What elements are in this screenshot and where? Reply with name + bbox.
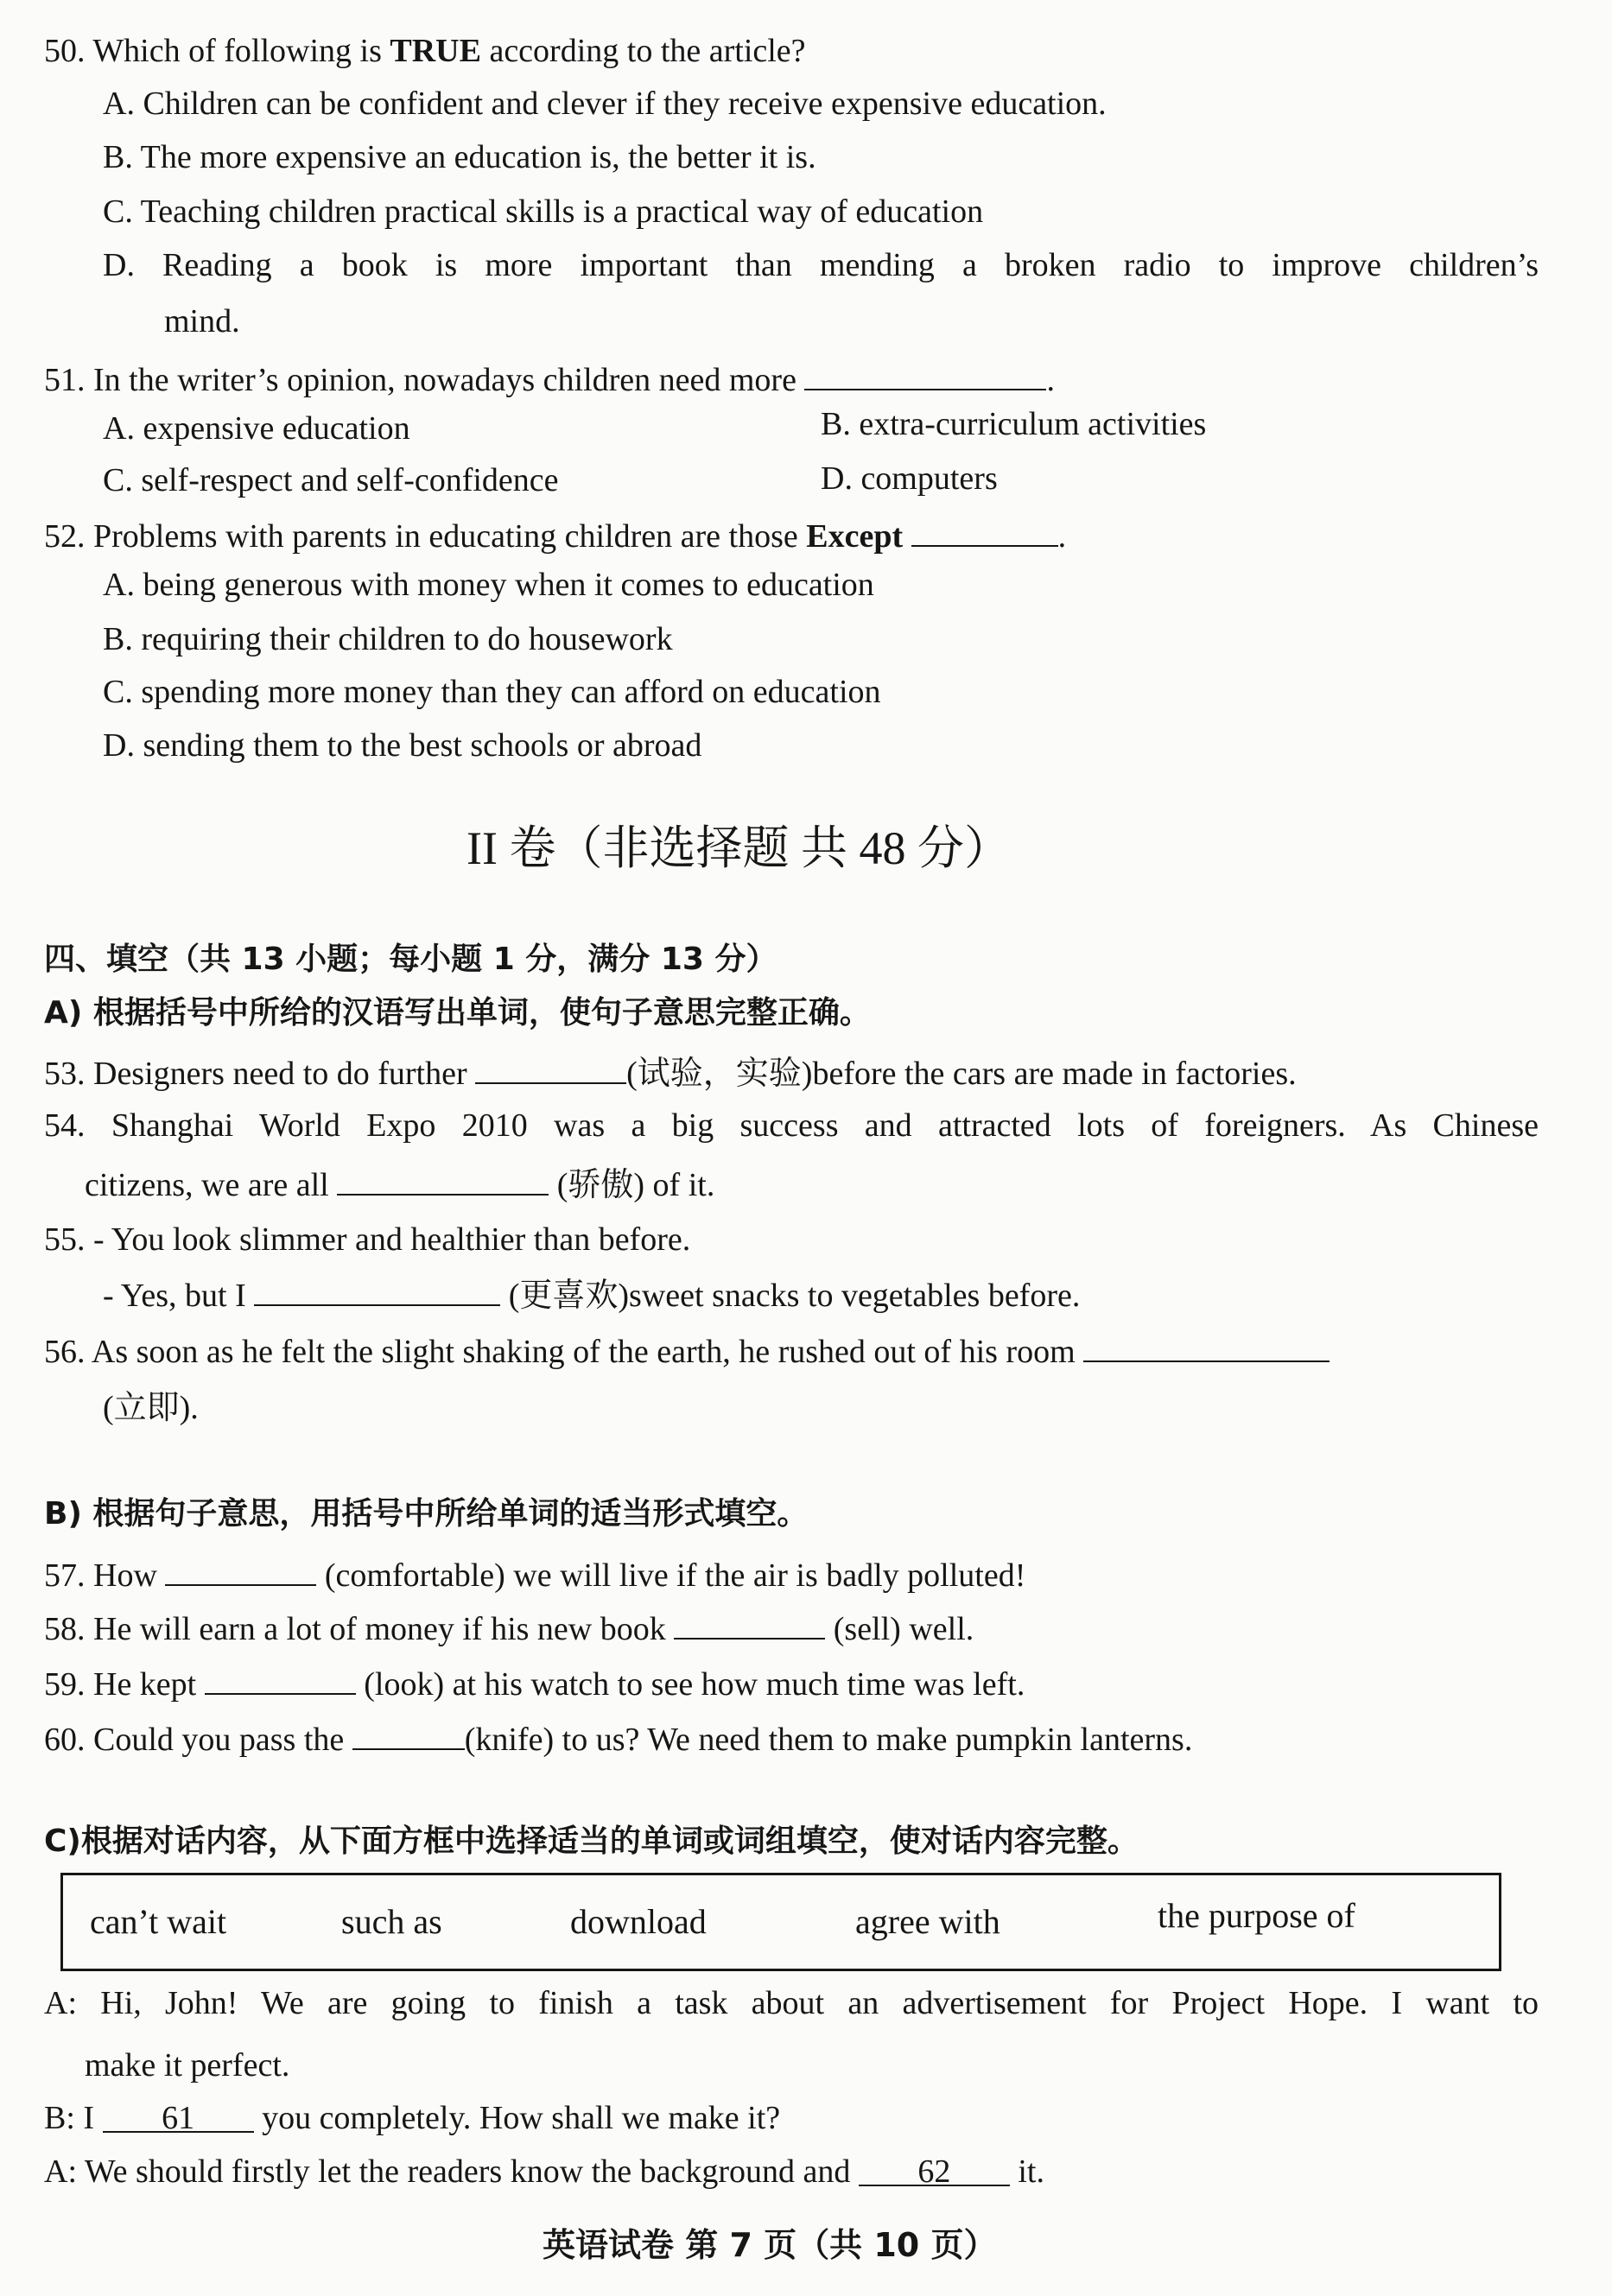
q57-text-end: (comfortable) we will live if the air is badly polluted! — [324, 1557, 1026, 1594]
q60-blank — [352, 1719, 465, 1750]
q53-text: 53. Designers need to do further — [44, 1056, 476, 1092]
word-box-item: agree with — [855, 1902, 1000, 1941]
q60-text-end: (knife) to us? We need them to make pumpkin lanterns. — [464, 1722, 1193, 1758]
q52-option-d: D. sending them to the best schools or abroad — [103, 727, 702, 764]
q53-blank — [475, 1053, 626, 1084]
dialog-line-3 — [44, 2102, 780, 2134]
q60 — [44, 1719, 1192, 1756]
q55-line2 — [103, 1275, 1080, 1312]
q56-cont: (立即). — [103, 1390, 199, 1426]
q51-option-d: D. computers — [821, 460, 998, 497]
section-title: II 卷（非选择题 共 48 分） — [466, 822, 1011, 874]
q57 — [44, 1555, 1025, 1592]
q54-cont — [85, 1164, 714, 1202]
part4-heading: 四、填空（共 13 小题；每小题 1 分，满分 13 分） — [44, 942, 777, 977]
q51-option-b: B. extra-curriculum activities — [821, 406, 1207, 442]
word-box-item: such as — [341, 1902, 442, 1941]
q53-text-end: (试验，实验)before the cars are made in factories. — [626, 1056, 1297, 1092]
q59 — [44, 1664, 1025, 1701]
q58-blank — [674, 1608, 825, 1640]
q50-stem — [44, 35, 806, 67]
q56-blank — [1083, 1331, 1330, 1362]
q50-stem-bold: TRUE — [390, 33, 481, 69]
q51-blank — [804, 359, 1046, 390]
q50-option-d-cont: mind. — [164, 303, 240, 339]
q50-option-c: C. Teaching children practical skills is a practical way of education — [103, 193, 984, 230]
q50-stem-text: 50. Which of following is — [44, 33, 390, 69]
q59-text: 59. He kept — [44, 1666, 205, 1703]
q52-option-a: A. being generous with money when it comes to education — [103, 567, 874, 603]
q50-option-b: B. The more expensive an education is, the better it is. — [103, 139, 816, 175]
q52-stem-bold: Except — [806, 518, 904, 555]
dialog-text-end: you completely. How shall we make it? — [253, 2100, 781, 2136]
q54-text: citizens, we are all — [85, 1167, 338, 1203]
q59-text-end: (look) at his watch to see how much time was left. — [364, 1666, 1025, 1703]
dialog-line-1: A: Hi, John! We are going to finish a task about an advertisement for Project Hope. I want to — [44, 1985, 1539, 2021]
word-box-item: the purpose of — [1158, 1896, 1355, 1935]
part4-b-instruction: B) 根据句子意思，用括号中所给单词的适当形式填空。 — [44, 1496, 809, 1532]
q51-option-c: C. self-respect and self-confidence — [103, 462, 559, 498]
q60-text: 60. Could you pass the — [44, 1722, 352, 1758]
q57-text: 57. How — [44, 1557, 166, 1594]
page-footer: 英语试卷 第 7 页（共 10 页） — [543, 2226, 997, 2264]
dialog-text: A: We should firstly let the readers know the background and — [44, 2153, 859, 2190]
dialog-line-2: make it perfect. — [85, 2047, 290, 2084]
q54-blank — [337, 1164, 549, 1196]
word-box-item: can’t wait — [90, 1902, 227, 1941]
q55-line1: 55. - You look slimmer and healthier than before. — [44, 1221, 691, 1258]
blank-62: 62 — [859, 2155, 1010, 2186]
q53 — [44, 1053, 1297, 1090]
part4-a-instruction: A) 根据括号中所给的汉语写出单词，使句子意思完整正确。 — [44, 995, 871, 1031]
q52-option-b: B. requiring their children to do housework — [103, 621, 673, 657]
q58-text-end: (sell) well. — [833, 1611, 974, 1647]
dialog-text-end: it. — [1018, 2153, 1044, 2190]
dialog-text: B: I — [44, 2100, 103, 2136]
blank-61: 61 — [103, 2102, 254, 2133]
q51-stem: 51. In the writer’s opinion, nowadays children need more . — [44, 359, 1055, 396]
q50-option-d: D. Reading a book is more important than mending a broken radio to improve children’s — [103, 247, 1539, 283]
q56 — [44, 1331, 1330, 1368]
q55-text: - Yes, but I — [103, 1278, 255, 1314]
q56-text: 56. As soon as he felt the slight shaking of the earth, he rushed out of his room — [44, 1334, 1076, 1370]
q58-text: 58. He will earn a lot of money if his new book — [44, 1611, 675, 1647]
q54: 54. Shanghai World Expo 2010 was a big success and attracted lots of foreigners. As Chinese — [44, 1107, 1539, 1144]
q55-text-end: (更喜欢)sweet snacks to vegetables before. — [508, 1278, 1081, 1314]
q50-stem-text-end: according to the article? — [480, 33, 806, 69]
q51-option-a: A. expensive education — [103, 410, 410, 447]
q55-blank — [254, 1275, 500, 1306]
q51-stem-text: 51. In the writer’s opinion, nowadays children need more — [44, 362, 796, 398]
dialog-line-4 — [44, 2155, 1044, 2188]
q58 — [44, 1608, 974, 1646]
q52-stem-text: 52. Problems with parents in educating children are those — [44, 518, 807, 555]
q52-option-c: C. spending more money than they can afford on education — [103, 674, 881, 710]
q54-text-end: (骄傲) of it. — [556, 1167, 715, 1203]
word-box-item: download — [570, 1902, 707, 1941]
q57-blank — [165, 1555, 316, 1586]
part4-c-instruction: C)根据对话内容，从下面方框中选择适当的单词或词组填空，使对话内容完整。 — [44, 1823, 1139, 1859]
q50-option-a: A. Children can be confident and clever if they receive expensive education. — [103, 86, 1107, 122]
q59-blank — [205, 1664, 356, 1695]
q52-blank — [911, 516, 1058, 547]
q52-stem: 52. Problems with parents in educating children are those Except . — [44, 516, 1066, 553]
